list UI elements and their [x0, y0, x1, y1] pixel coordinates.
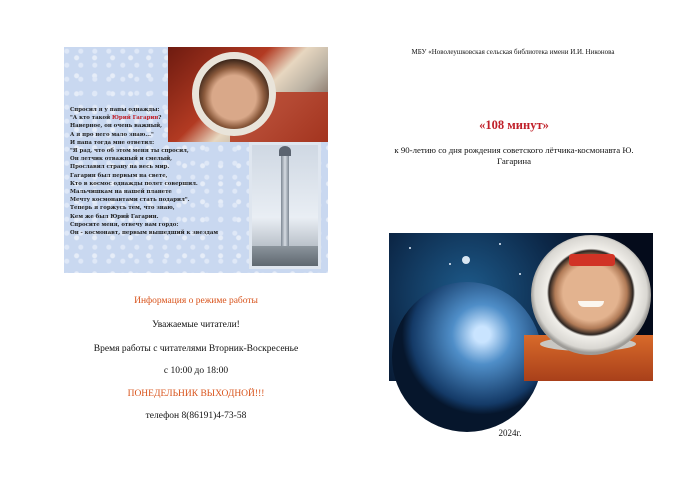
poem-line: Гагарин был первым на свете, [70, 172, 168, 179]
monument-ground-shape [252, 246, 318, 266]
poem-line: А я про него мало знаю..." [70, 131, 154, 138]
year-label: 2024г. [498, 428, 522, 438]
poem-line: Спросите меня, отвечу вам гордо: [70, 221, 179, 228]
helmet-red-label-shape [569, 254, 615, 266]
poem-line: Он летчик отважный и смелый, [70, 156, 172, 163]
smile-shape [578, 301, 604, 307]
poem-line: "Я рад, что об этом меня ты спросил, [70, 148, 189, 155]
astronaut-helmet-shape [531, 235, 651, 355]
phone-number: телефон 8(86191)4-73-58 [145, 411, 247, 421]
info-title: Информация о режиме работы [134, 296, 258, 306]
poem-line: Кто в космос однажды полет совершил. [70, 180, 198, 187]
poem-line: Кем же был Юрий Гагарин. [70, 213, 159, 220]
monument-top-shape [279, 146, 291, 156]
organization-name: МБУ «Новолеушковская сельская библиотека имени И.И. Никонова [411, 48, 615, 56]
earth-shape [392, 282, 542, 432]
poem-line: И папа тогда мне ответил: [70, 139, 155, 146]
moon-shape [462, 256, 470, 264]
booklet-title: «108 минут» [479, 118, 549, 132]
poem-line: Теперь я горжусь тем, что знаю, [70, 205, 175, 212]
poem-line: "А кто такой Юрий Гагарин? [70, 115, 162, 122]
monument-tower-shape [281, 152, 289, 258]
poem-text [70, 106, 240, 237]
poem-line: Наверное, он очень важный, [70, 123, 163, 130]
working-hours-time: с 10:00 до 18:00 [163, 366, 229, 376]
working-hours-days: Время работы с читателями Вторник-Воскресенье [93, 344, 299, 354]
booklet-subtitle: к 90-летию со дня рождения советского лётчика-космонавта Ю. Гагарина [394, 145, 634, 166]
poem-line: Прославил страну на весь мир. [70, 164, 170, 171]
poem-line: Спросил я у папы однажды: [70, 107, 160, 113]
day-off-notice: ПОНЕДЕЛЬНИК ВЫХОДНОЙ!!! [127, 389, 265, 399]
poem-line: Он - космонавт, первым вышедший к звездам [70, 230, 219, 237]
poem-line: Мальчишкам на нашей планете [70, 189, 172, 196]
greeting-text: Уважаемые читатели! [152, 320, 240, 330]
poem-line: Мечту космонавтами стать подарил". [70, 197, 190, 204]
